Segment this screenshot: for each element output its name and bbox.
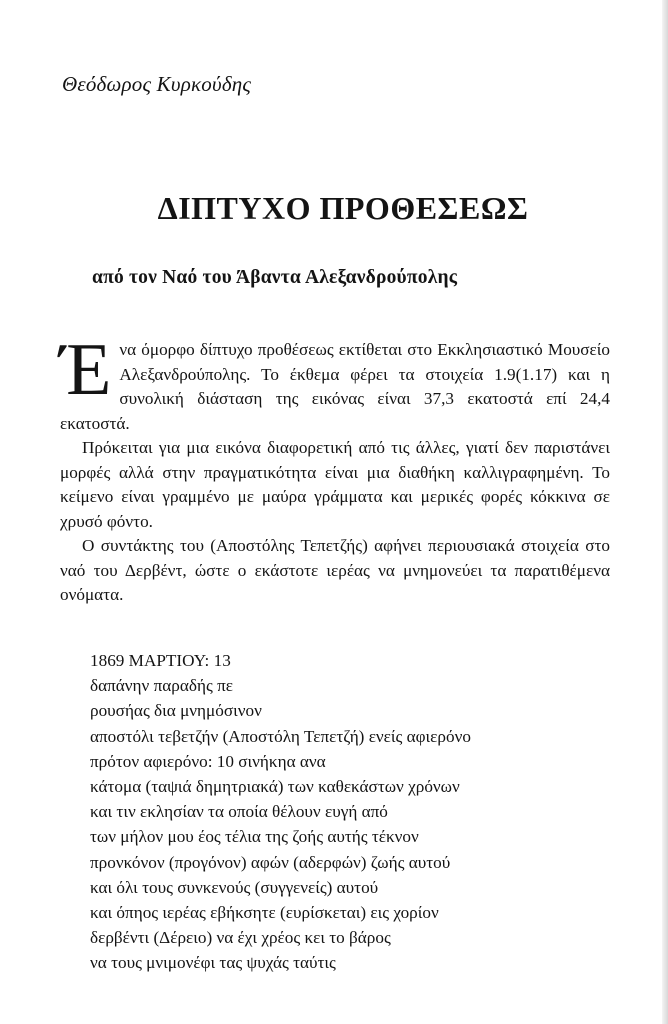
inscription-line: δαπάνην παραδής πε: [90, 676, 233, 696]
inscription-line: και τιν εκλησίαν τα οποία θέλουν ευγή από: [90, 802, 388, 822]
inscription-transcription: [90, 648, 590, 976]
running-head-author: Θεόδωρος Κυρκούδης: [62, 72, 252, 96]
page-edge-shadow: [662, 0, 668, 1024]
inscription-line: των μήλον μου έος τέλια της ζοής αυτής τέκνον: [90, 827, 419, 847]
inscription-line: προνκόνον (προγόνον) αφών (αδερφών) ζωής αυτού: [90, 852, 451, 872]
article-title: ΔΙΠΤΥΧΟ ΠΡΟΘΕΣΕΩΣ: [157, 190, 529, 226]
inscription-line: και όλι τους συνκενούς (συγγενείς) αυτού: [90, 877, 379, 897]
inscription-line: κάτομα (ταψιά δημητριακά) των καθεκάστων χρόνων: [90, 777, 460, 797]
inscription-line: αποστόλι τεβετζήν (Αποστόλη Τεπετζή) ενείς αφιερόνο: [90, 726, 471, 746]
drop-cap: Έ: [60, 329, 112, 411]
paragraph-1: [60, 329, 610, 436]
inscription-line: 1869 ΜΑΡΤΙΟΥ: 13: [90, 651, 231, 670]
inscription-line: και όπηος ιερέας εβήκσητε (ευρίσκεται) εις χορίον: [90, 903, 439, 923]
inscription-line: να τους μνιμονέφι τας ψυχάς ταύτις: [90, 953, 336, 973]
paragraph-1-text: να όμορφο δίπτυχο προθέσεως εκτίθεται στο Εκκλησιαστικό Μουσείο Αλεξανδρούπολης. Το έκθεμα φέρει τα στοιχεία 1.9(1.17) και η συνολική διάσταση της εικόνας είναι 37,3 εκατοστά επί 24,4 εκατοστά.: [60, 340, 610, 433]
inscription-line: ρουσήας δια μνημόσινον: [90, 701, 262, 721]
inscription-line: πρότον αφιερόνο: 10 σινήκηα ανα: [90, 751, 326, 771]
inscription-line: δερβέντι (Δέρειο) να έχι χρέος κει το βάρος: [90, 928, 391, 948]
article-body: [60, 329, 610, 608]
paragraph-2: Πρόκειται για μια εικόνα διαφορετική από τις άλλες, γιατί δεν παριστάνει μορφές αλλά στην πραγματικότητα είναι μια διαθήκη καλλιγραφημένη. Το κείμενο είναι γραμμένο με μαύρα γράμματα και μερικές φορές κόκκινα σε χρυσό φόντο.: [60, 438, 610, 531]
paragraph-3: Ο συντάκτης του (Αποστόλης Τεπετζής) αφήνει περιουσιακά στοιχεία στο ναό του Δερβέντ, ώστε ο εκάστοτε ιερέας να μνημονεύει τα παρατιθέμενα ονόματα.: [60, 536, 610, 604]
article-subtitle: από τον Ναό του Άβαντα Αλεξανδρούπολης: [92, 267, 458, 288]
